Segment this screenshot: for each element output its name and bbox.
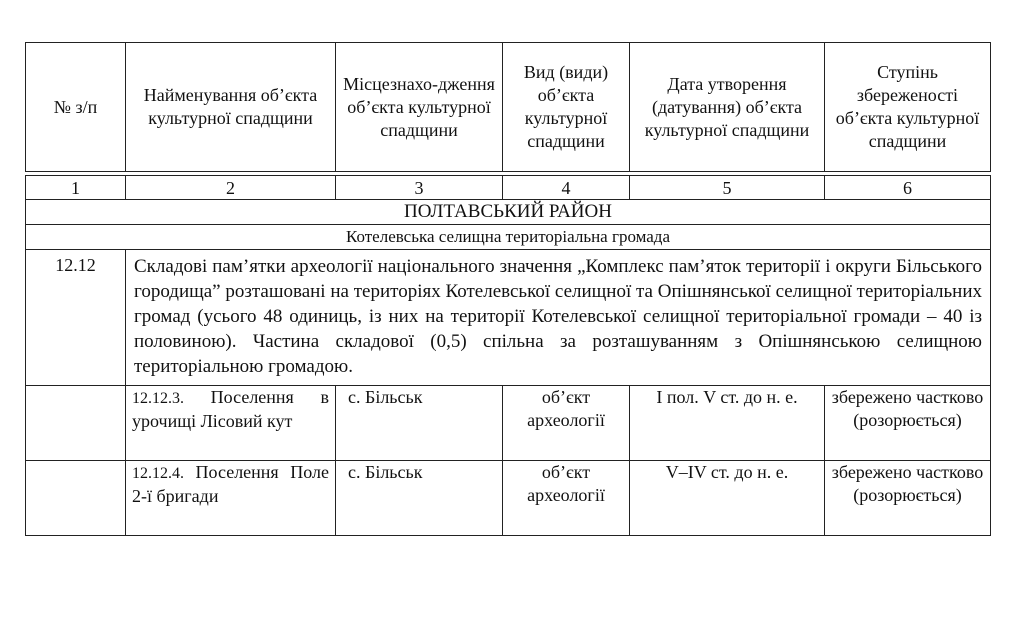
table-row — [26, 386, 991, 461]
item-state: збережено частково (розорюється) — [825, 461, 991, 536]
column-number-1: 1 — [26, 176, 126, 200]
numbering-row — [26, 176, 991, 200]
item-type: об’єкт археології — [503, 386, 630, 461]
monument-row — [26, 250, 991, 386]
item-location: с. Більськ — [336, 461, 503, 536]
header-state: Ступінь збереженості об’єкта культурної спадщини — [825, 43, 991, 172]
item-state: збережено частково (розорюється) — [825, 386, 991, 461]
column-number-2: 2 — [126, 176, 336, 200]
item-name: Поселення в урочищі Лісовий кут — [132, 387, 329, 431]
column-number-3: 3 — [336, 176, 503, 200]
heritage-table — [25, 42, 991, 536]
header-date: Дата утворення (датування) об’єкта культурної спадщини — [630, 43, 825, 172]
item-name-cell — [126, 386, 336, 461]
monument-description: Складові пам’ятки археології національного значення „Комплекс пам’яток території і округи Більського городища” розташовані на територіях Котелевської селищної та Опішнянської селищної територіальних громад (усього 48 одиниць, із них на території Котелевської селищної територіальної громади – 40 із половиною). Частина складової (0,5) спільна за розташуванням з Опішнянською селищною територіальною громадою. — [126, 250, 991, 386]
empty-number-cell — [26, 386, 126, 461]
region-row — [26, 200, 991, 225]
header-type: Вид (види) об’єкта культурної спадщини — [503, 43, 630, 172]
header-number: № з/п — [26, 43, 126, 172]
document-page — [25, 42, 990, 536]
column-number-6: 6 — [825, 176, 991, 200]
item-code: 12.12.3. — [132, 390, 184, 407]
item-date: І пол. V ст. до н. е. — [630, 386, 825, 461]
item-code: 12.12.4. — [132, 465, 184, 482]
item-location: с. Більськ — [336, 386, 503, 461]
empty-number-cell — [26, 461, 126, 536]
column-number-4: 4 — [503, 176, 630, 200]
header-location: Місцезнахо-дження об’єкта культурної спадщини — [336, 43, 503, 172]
header-row — [26, 43, 991, 172]
community-row — [26, 225, 991, 250]
item-date: V–IV ст. до н. е. — [630, 461, 825, 536]
community-title: Котелевська селищна територіальна громада — [26, 225, 991, 250]
item-type: об’єкт археології — [503, 461, 630, 536]
item-name: Поселення Поле 2-ї бригади — [132, 462, 329, 506]
header-name: Найменування об’єкта культурної спадщини — [126, 43, 336, 172]
column-number-5: 5 — [630, 176, 825, 200]
table-row — [26, 461, 991, 536]
region-title: ПОЛТАВСЬКИЙ РАЙОН — [26, 200, 991, 225]
monument-number: 12.12 — [26, 250, 126, 386]
item-name-cell — [126, 461, 336, 536]
